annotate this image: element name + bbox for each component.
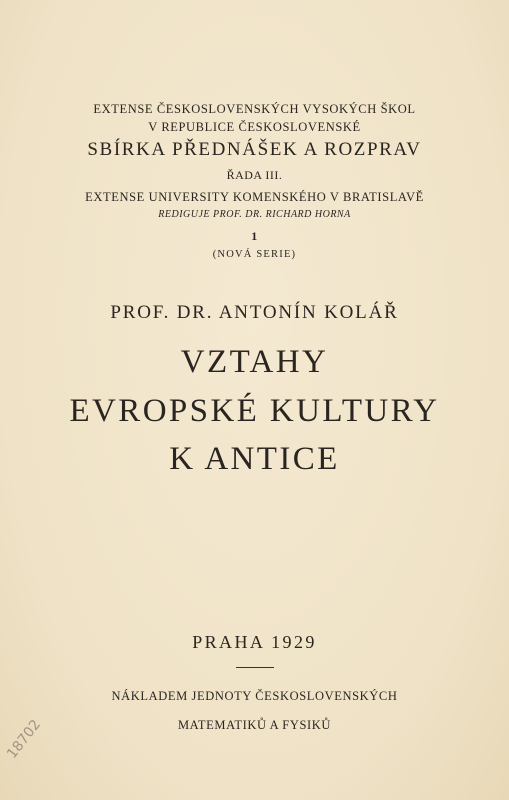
publisher-line-2: MATEMATIKŮ A FYSIKŮ <box>177 718 332 732</box>
volume-number: 1 <box>251 229 258 243</box>
title-line-3: K ANTICE <box>169 441 340 477</box>
new-series-label: (NOVÁ SERIE) <box>212 249 297 260</box>
divider-rule <box>236 667 274 668</box>
publisher-line-1: NÁKLADEM JEDNOTY ČESKOSLOVENSKÝCH <box>111 689 398 703</box>
title-line-1: VZTAHY <box>180 344 329 380</box>
series-title: SBÍRKA PŘEDNÁŠEK A ROZPRAV <box>87 139 422 160</box>
editor-line: REDIGUJE PROF. DR. RICHARD HORNA <box>158 209 351 220</box>
series-row: ŘADA III. <box>226 168 283 182</box>
header-line-2: V REPUBLICE ČESKOSLOVENSKÉ <box>148 120 361 134</box>
author-name: PROF. DR. ANTONÍN KOLÁŘ <box>110 302 399 323</box>
title-line-2: EVROPSKÉ KULTURY <box>69 393 440 429</box>
place-year: PRAHA 1929 <box>192 632 317 652</box>
header-line-1: EXTENSE ČESKOSLOVENSKÝCH VYSOKÝCH ŠKOL <box>93 102 416 116</box>
extension-line: EXTENSE UNIVERSITY KOMENSKÉHO V BRATISLAVĚ <box>85 190 424 204</box>
handwritten-annotation: 18702 <box>4 716 45 762</box>
